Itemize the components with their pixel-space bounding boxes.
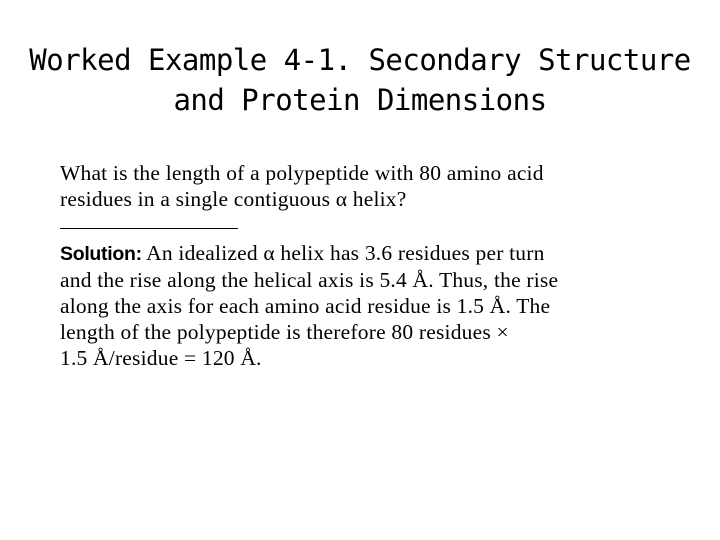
solution-label: Solution:: [60, 243, 142, 265]
solution-line-2: and the rise along the helical axis is 5.4 Å. Thus, the rise: [60, 268, 559, 292]
slide-title-line-1: Worked Example 4-1. Secondary Structure: [29, 43, 691, 77]
solution-line-1: [60, 240, 660, 267]
slide-title-line-2: and Protein Dimensions: [173, 83, 547, 117]
question-line-2: residues in a single contiguous α helix?: [60, 187, 407, 211]
slide-title: [0, 40, 720, 120]
solution-line-5: 1.5 Å/residue = 120 Å.: [60, 346, 262, 370]
question-line-1: What is the length of a polypeptide with 80 amino acid: [60, 161, 544, 185]
solution-line-3: along the axis for each amino acid residue is 1.5 Å. The: [60, 294, 551, 318]
question-text: [60, 160, 660, 212]
separator-rule: [60, 228, 238, 229]
solution-text: [60, 240, 660, 371]
solution-line-4: length of the polypeptide is therefore 80 residues ×: [60, 320, 509, 344]
solution-line-1-text: An idealized α helix has 3.6 residues per turn: [141, 241, 545, 265]
